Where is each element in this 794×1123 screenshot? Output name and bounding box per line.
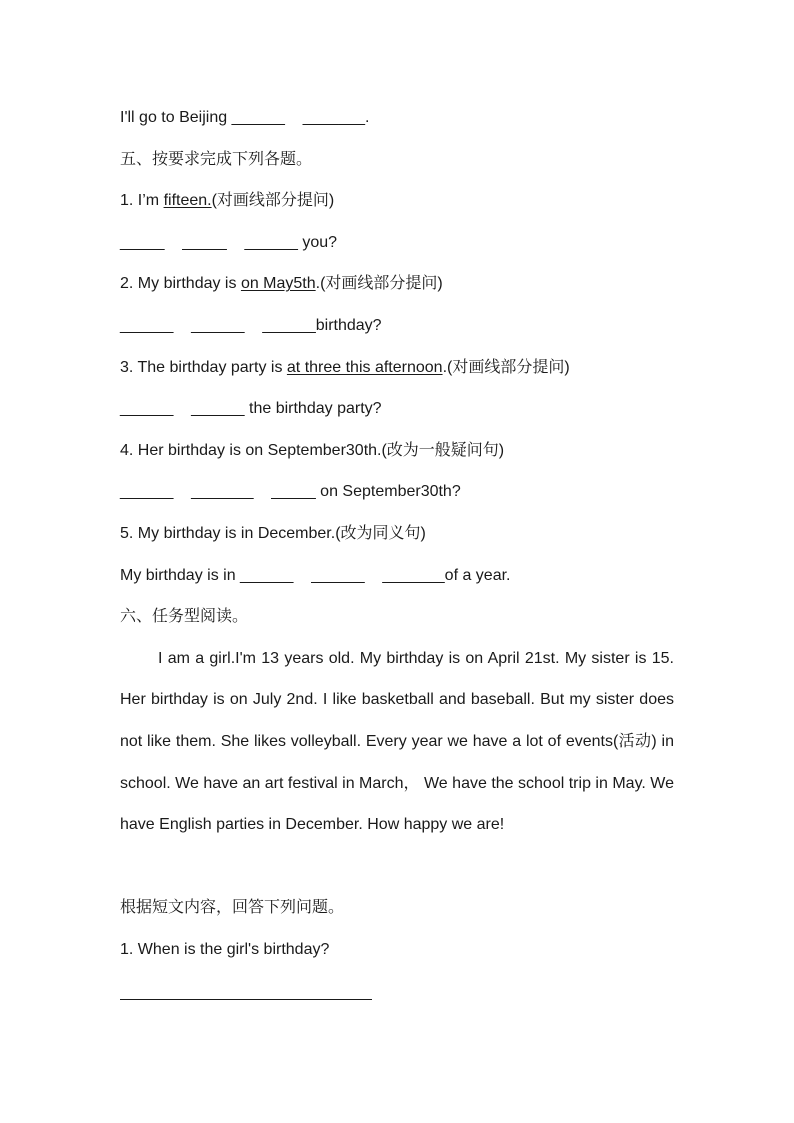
answer-2-blanks: ______ ______ ______birthday? [120,317,382,334]
question-1-instruction: (对画线部分提问) [211,192,335,210]
question-3-text: 3. The birthday party is [120,358,287,376]
reading-passage: I am a girl.I'm 13 years old. My birthday is on April 21st. My sister is 15. Her birthday is on July 2nd. I like basketball and baseball. But my sister does not like them. She likes volleyball. Every year we have a lot of events(活动) in school. We have an art festival in March， We have the school trip in May. We have English parties in December. How happy we are! [120,649,674,834]
question-2-instruction: .(对画线部分提问) [315,275,443,293]
section-six-heading: 六、任务型阅读。 [120,608,249,626]
question-1 [120,180,334,222]
section-five-heading: 五、按要求完成下列各题。 [120,150,313,168]
question-2-underlined: on May5th [240,275,316,293]
answer-1-blanks: _____ _____ ______ you? [120,233,338,251]
question-3-instruction: .(对画线部分提问) [442,358,570,376]
answer-5-blanks: My birthday is in ______ ______ _______of a year. [120,566,511,584]
question-3-underlined: at three this afternoon [286,358,443,376]
question-2-text: 2. My birthday is [120,275,241,293]
answer-3-blanks: ______ ______ the birthday party? [120,400,382,418]
reading-answer-line [120,999,372,1000]
question-1-text: 1. I’m [120,192,164,210]
question-2 [120,263,443,305]
question-3 [120,347,570,389]
question-4: 4. Her birthday is on September30th.(改为一般疑问句) [120,441,505,459]
answer-4-blanks: ______ _______ _____ on September30th? [120,483,461,501]
question-5: 5. My birthday is in December.(改为同义句) [120,525,426,542]
answer-instruction: 根据短文内容，回答下列问题。 [120,899,345,917]
fill-line-beijing: I'll go to Beijing ______ _______. [120,109,370,126]
reading-question-1: 1. When is the girl's birthday? [120,941,330,958]
question-1-underlined: fifteen. [163,192,212,210]
